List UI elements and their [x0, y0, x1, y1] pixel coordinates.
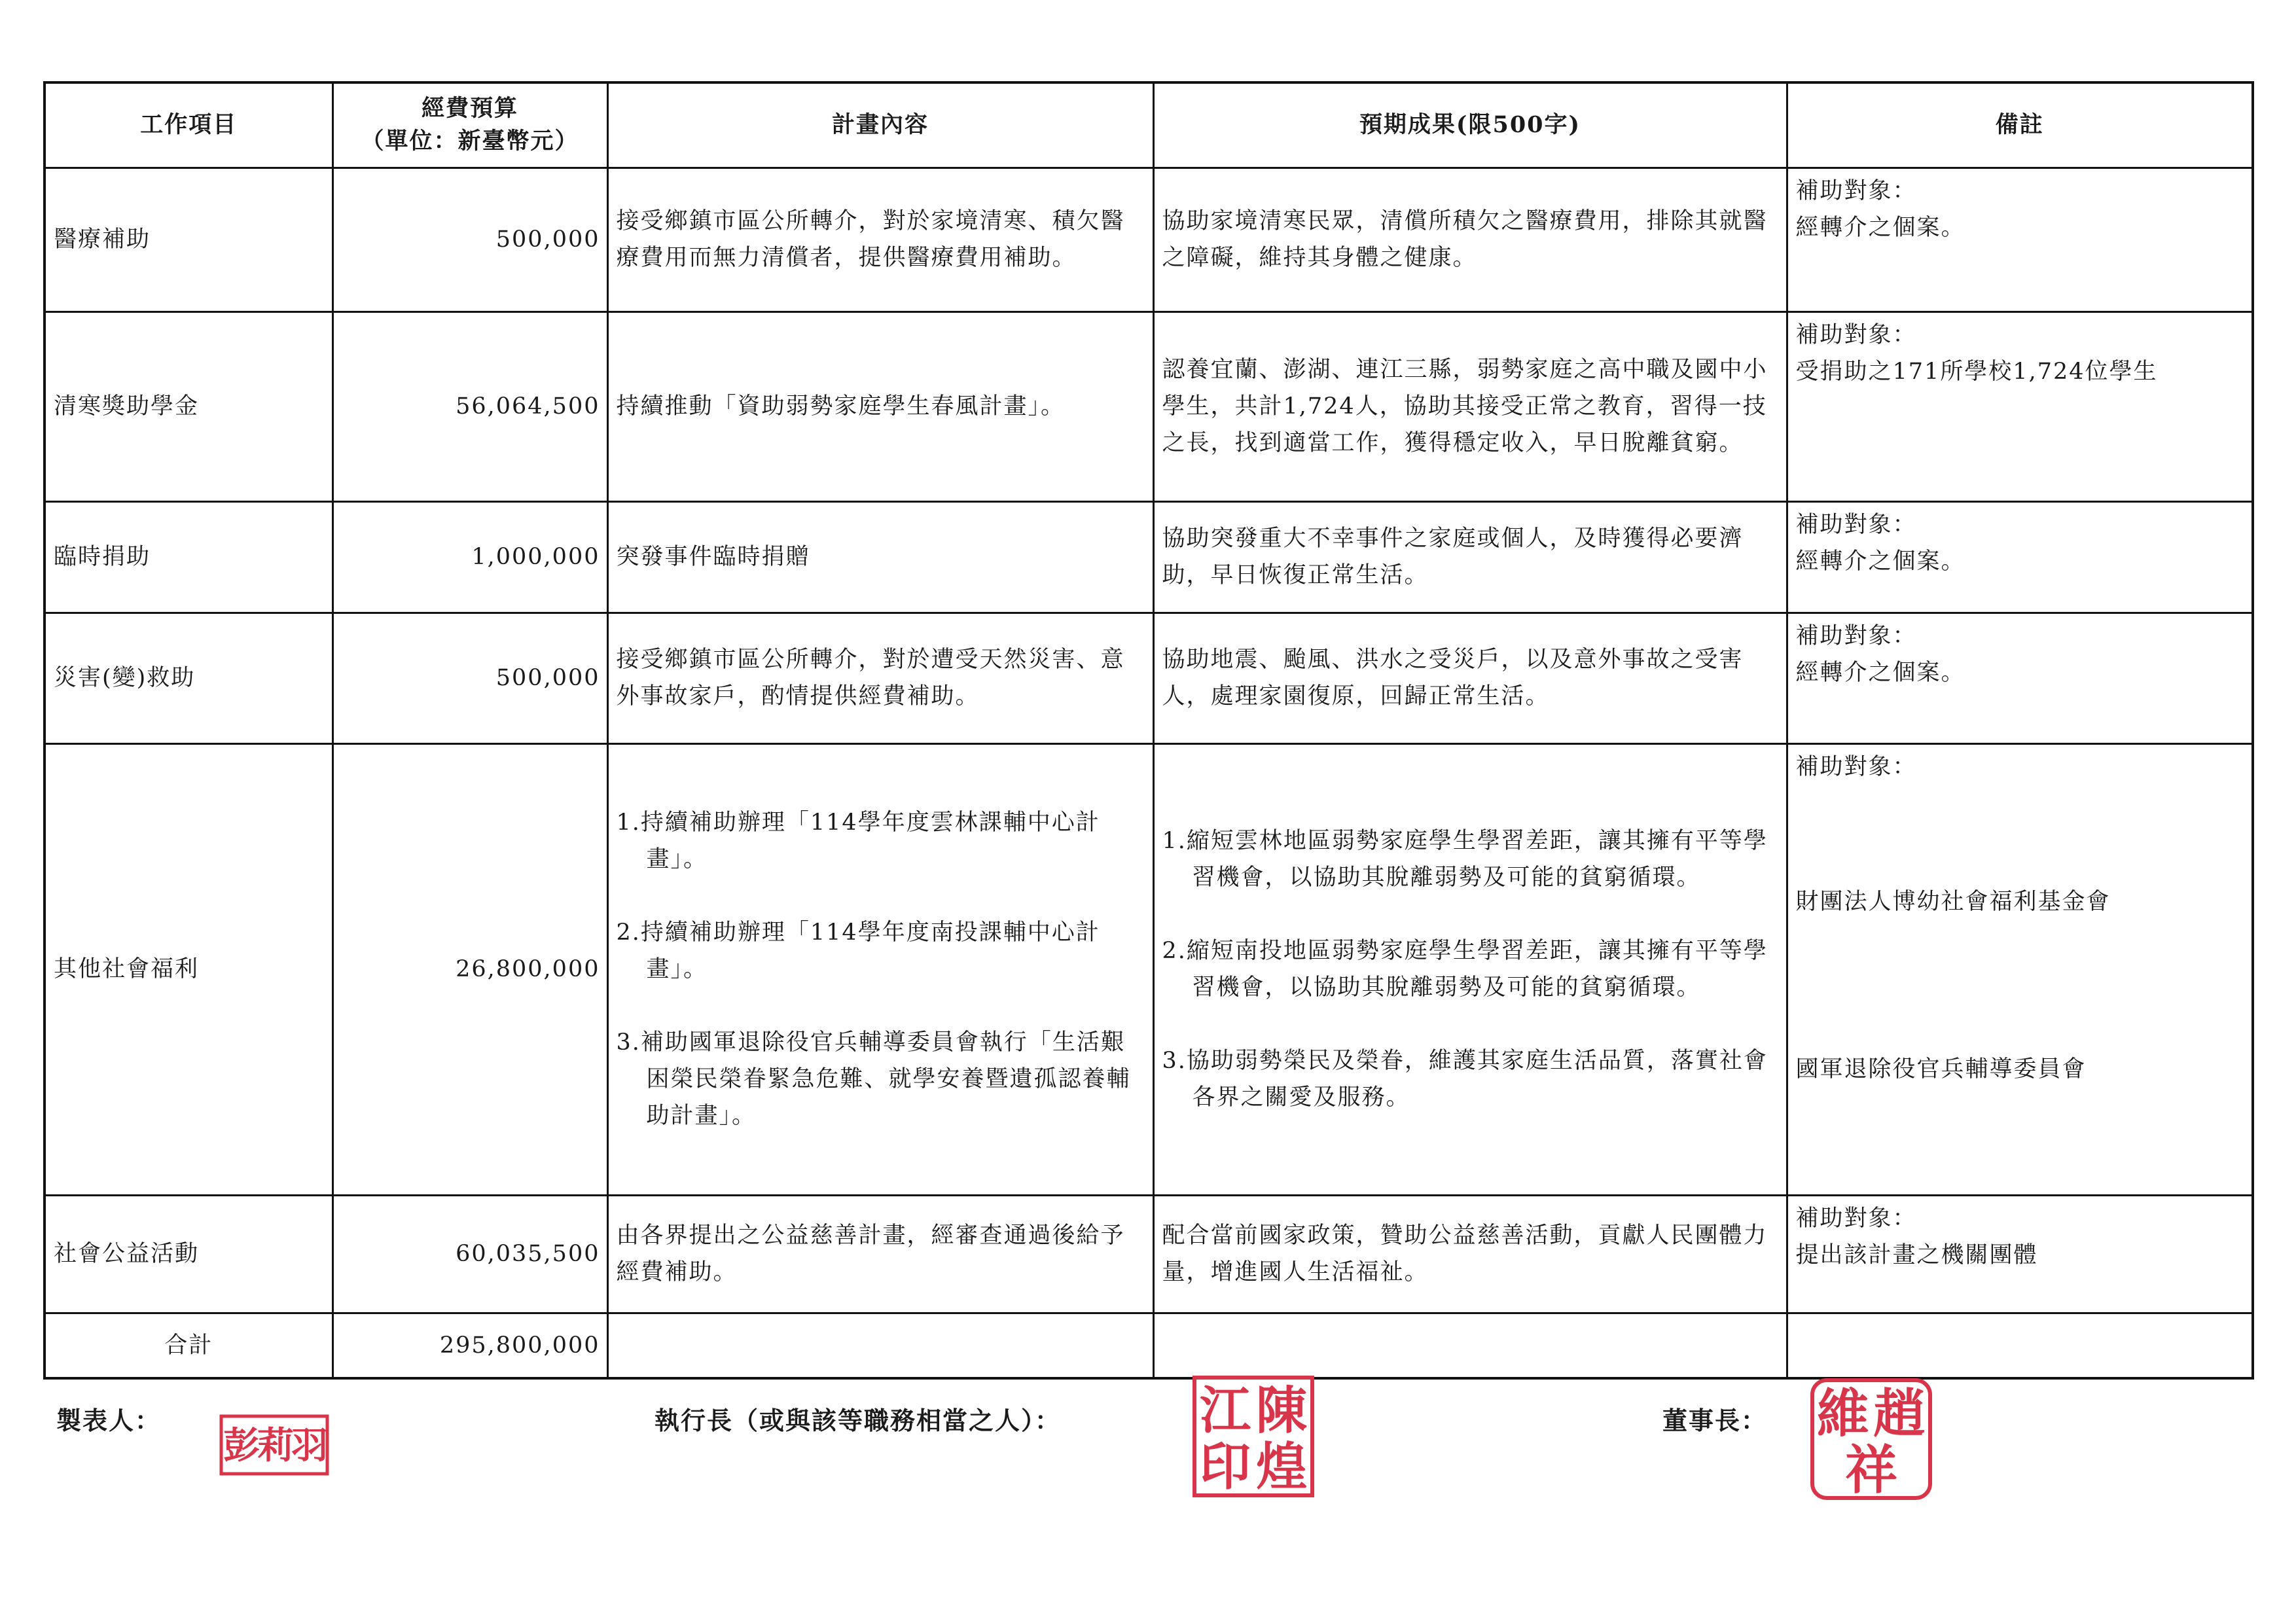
row-budget: 500,000 — [332, 168, 607, 312]
row-plan: 突發事件臨時捐贈 — [607, 501, 1153, 613]
preparer-label: 製表人： — [56, 1406, 162, 1435]
header-budget — [332, 82, 607, 168]
row-result: 協助地震、颱風、洪水之受災戶，以及意外事故之受害人，處理家園復原，回歸正常生活。 — [1153, 613, 1787, 743]
row-budget: 56,064,500 — [332, 312, 607, 501]
row-item: 臨時捐助 — [45, 501, 332, 613]
note-label: 補助對象： — [1795, 511, 1917, 538]
note-label: 補助對象： — [1795, 622, 1917, 649]
header-budget-line2: （單位：新臺幣元） — [361, 128, 579, 155]
row-result: 協助突發重大不幸事件之家庭或個人，及時獲得必要濟助，早日恢復正常生活。 — [1153, 501, 1787, 613]
row-item: 災害(變)救助 — [45, 613, 332, 743]
note-label: 補助對象： — [1795, 1205, 1917, 1232]
svg-text:江: 江 — [1199, 1381, 1251, 1440]
note-text: 受捐助之171所學校1,724位學生 — [1795, 358, 2158, 385]
plan-point-1: 1.持續補助辦理「114學年度雲林課輔中心計畫」。 — [616, 810, 1100, 872]
plan-point-2: 2.持續補助辦理「114學年度南投課輔中心計畫」。 — [616, 919, 1100, 982]
row-budget: 500,000 — [332, 613, 607, 743]
note-org-2: 國軍退除役官兵輔導委員會 — [1795, 1056, 2087, 1082]
header-row — [45, 82, 2253, 168]
note-label: 補助對象： — [1795, 753, 1917, 780]
note-label: 補助對象： — [1795, 321, 1917, 348]
result-point-3: 3.協助弱勢榮民及榮眷，維護其家庭生活品質，落實社會各界之關愛及服務。 — [1162, 1048, 1768, 1111]
row-note — [1787, 743, 2253, 1195]
table-row — [45, 501, 2253, 613]
row-plan: 接受鄉鎮市區公所轉介，對於遭受天然災害、意外事故家戶，酌情提供經費補助。 — [607, 613, 1153, 743]
table-row — [45, 613, 2253, 743]
svg-text:祥: 祥 — [1845, 1439, 1897, 1501]
plan-point-3: 3.補助國軍退除役官兵輔導委員會執行「生活艱困榮民榮眷緊急危難、就學安養暨遺孤認養輔助計畫」。 — [616, 1029, 1131, 1129]
row-note — [1787, 168, 2253, 312]
chairman-seal — [1809, 1377, 1933, 1501]
total-label: 合計 — [45, 1313, 332, 1378]
total-row — [45, 1313, 2253, 1378]
row-item: 醫療補助 — [45, 168, 332, 312]
row-plan-list — [607, 743, 1153, 1195]
row-item: 其他社會福利 — [45, 743, 332, 1195]
total-empty-plan — [607, 1313, 1153, 1378]
row-item: 清寒獎助學金 — [45, 312, 332, 501]
row-budget: 1,000,000 — [332, 501, 607, 613]
row-result-list — [1153, 743, 1787, 1195]
row-result: 配合當前國家政策，贊助公益慈善活動，貢獻人民團體力量，增進國人生活福祉。 — [1153, 1195, 1787, 1313]
header-plan: 計畫內容 — [607, 82, 1153, 168]
note-org-1: 財團法人博幼社會福利基金會 — [1795, 888, 2111, 915]
header-budget-line1: 經費預算 — [421, 95, 518, 122]
svg-text:趙: 趙 — [1873, 1383, 1926, 1444]
row-item: 社會公益活動 — [45, 1195, 332, 1313]
chairman-label: 董事長： — [1662, 1406, 1768, 1435]
total-empty-note — [1787, 1313, 2253, 1378]
note-text: 提出該計畫之機關團體 — [1795, 1241, 2038, 1268]
header-note: 備註 — [1787, 82, 2253, 168]
ceo-label: 執行長（或與該等職務相當之人）： — [655, 1406, 1062, 1435]
total-value: 295,800,000 — [332, 1313, 607, 1378]
ceo-seal — [1191, 1374, 1316, 1499]
table-row — [45, 312, 2253, 501]
result-point-2: 2.縮短南投地區弱勢家庭學生學習差距，讓其擁有平等學習機會，以協助其脫離弱勢及可能的貧窮循環。 — [1162, 938, 1768, 1001]
note-label: 補助對象： — [1795, 177, 1917, 204]
table-row — [45, 168, 2253, 312]
svg-text:煌: 煌 — [1255, 1437, 1308, 1497]
svg-text:印: 印 — [1199, 1437, 1251, 1497]
row-note — [1787, 1195, 2253, 1313]
svg-text:維: 維 — [1817, 1383, 1869, 1444]
row-plan: 持續推動「資助弱勢家庭學生春風計畫」。 — [607, 312, 1153, 501]
result-point-1: 1.縮短雲林地區弱勢家庭學生學習差距，讓其擁有平等學習機會，以協助其脫離弱勢及可能的貧窮循環。 — [1162, 828, 1768, 891]
preparer-seal — [219, 1414, 330, 1476]
note-text: 經轉介之個案。 — [1795, 214, 1965, 241]
svg-text:彭莉羽: 彭莉羽 — [223, 1424, 325, 1467]
note-text: 經轉介之個案。 — [1795, 659, 1965, 686]
header-result: 預期成果(限500字) — [1153, 82, 1787, 168]
svg-text:陳: 陳 — [1255, 1381, 1308, 1440]
row-note — [1787, 501, 2253, 613]
header-item: 工作項目 — [45, 82, 332, 168]
table-row — [45, 1195, 2253, 1313]
total-empty-result — [1153, 1313, 1787, 1378]
note-text: 經轉介之個案。 — [1795, 548, 1965, 575]
budget-table — [43, 81, 2254, 1380]
table-row-other-welfare — [45, 743, 2253, 1195]
row-note — [1787, 312, 2253, 501]
row-budget: 60,035,500 — [332, 1195, 607, 1313]
row-budget: 26,800,000 — [332, 743, 607, 1195]
row-note — [1787, 613, 2253, 743]
row-result: 認養宜蘭、澎湖、連江三縣，弱勢家庭之高中職及國中小學生，共計1,724人，協助其接受正常之教育，習得一技之長，找到適當工作，獲得穩定收入，早日脫離貧窮。 — [1153, 312, 1787, 501]
row-plan: 接受鄉鎮市區公所轉介，對於家境清寒、積欠醫療費用而無力清償者，提供醫療費用補助。 — [607, 168, 1153, 312]
row-result: 協助家境清寒民眾，清償所積欠之醫療費用，排除其就醫之障礙，維持其身體之健康。 — [1153, 168, 1787, 312]
row-plan: 由各界提出之公益慈善計畫，經審查通過後給予經費補助。 — [607, 1195, 1153, 1313]
